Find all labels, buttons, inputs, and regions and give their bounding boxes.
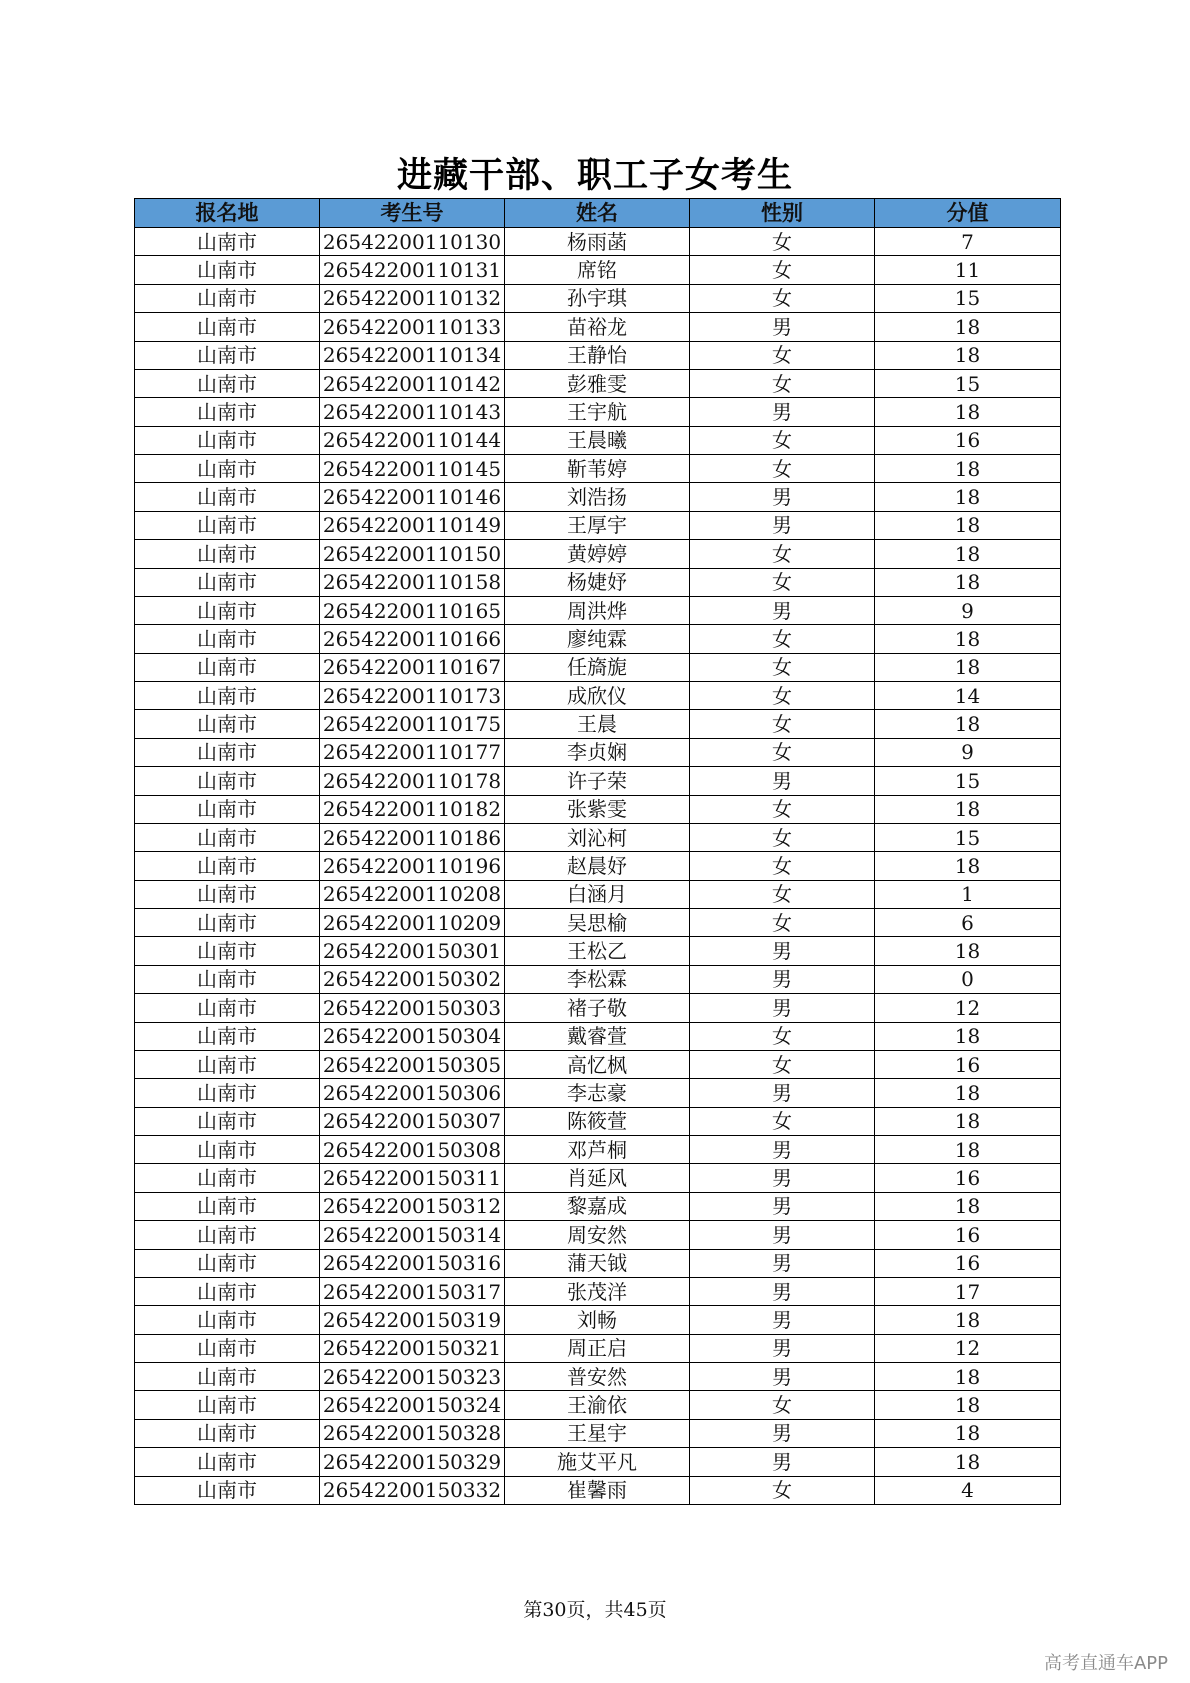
table-row bbox=[135, 909, 1061, 937]
cell-gender: 男 bbox=[690, 1136, 875, 1164]
cell-score: 16 bbox=[875, 1249, 1061, 1277]
cell-registration-place: 山南市 bbox=[135, 313, 320, 341]
candidates-table bbox=[134, 198, 1061, 1505]
table-row bbox=[135, 1050, 1061, 1078]
table-row bbox=[135, 568, 1061, 596]
table-row bbox=[135, 1419, 1061, 1447]
cell-candidate-number: 26542200110175 bbox=[320, 710, 505, 738]
cell-registration-place: 山南市 bbox=[135, 1391, 320, 1419]
cell-name: 陈筱萱 bbox=[505, 1107, 690, 1135]
cell-gender: 女 bbox=[690, 568, 875, 596]
cell-score: 18 bbox=[875, 568, 1061, 596]
cell-name: 王晨 bbox=[505, 710, 690, 738]
cell-candidate-number: 26542200110134 bbox=[320, 341, 505, 369]
cell-registration-place: 山南市 bbox=[135, 1022, 320, 1050]
cell-score: 18 bbox=[875, 795, 1061, 823]
cell-candidate-number: 26542200110167 bbox=[320, 653, 505, 681]
cell-gender: 女 bbox=[690, 256, 875, 284]
cell-score: 18 bbox=[875, 1079, 1061, 1107]
cell-candidate-number: 26542200110145 bbox=[320, 455, 505, 483]
cell-name: 刘沁柯 bbox=[505, 823, 690, 851]
cell-candidate-number: 26542200110132 bbox=[320, 284, 505, 312]
table-row bbox=[135, 710, 1061, 738]
table-row bbox=[135, 880, 1061, 908]
cell-registration-place: 山南市 bbox=[135, 341, 320, 369]
cell-registration-place: 山南市 bbox=[135, 1363, 320, 1391]
cell-name: 许子荣 bbox=[505, 767, 690, 795]
cell-candidate-number: 26542200150321 bbox=[320, 1334, 505, 1362]
table-row bbox=[135, 1079, 1061, 1107]
cell-name: 苗裕龙 bbox=[505, 313, 690, 341]
cell-candidate-number: 26542200110186 bbox=[320, 823, 505, 851]
cell-registration-place: 山南市 bbox=[135, 1306, 320, 1334]
table-row bbox=[135, 795, 1061, 823]
cell-registration-place: 山南市 bbox=[135, 795, 320, 823]
table-body bbox=[135, 228, 1061, 1505]
column-header-registration-place: 报名地 bbox=[135, 199, 320, 228]
column-header-score: 分值 bbox=[875, 199, 1061, 228]
cell-candidate-number: 26542200110178 bbox=[320, 767, 505, 795]
cell-gender: 男 bbox=[690, 483, 875, 511]
cell-score: 15 bbox=[875, 369, 1061, 397]
cell-score: 16 bbox=[875, 426, 1061, 454]
cell-gender: 女 bbox=[690, 1476, 875, 1504]
cell-score: 18 bbox=[875, 1306, 1061, 1334]
cell-score: 18 bbox=[875, 937, 1061, 965]
cell-registration-place: 山南市 bbox=[135, 1192, 320, 1220]
cell-registration-place: 山南市 bbox=[135, 483, 320, 511]
cell-registration-place: 山南市 bbox=[135, 1221, 320, 1249]
cell-candidate-number: 26542200150316 bbox=[320, 1249, 505, 1277]
cell-registration-place: 山南市 bbox=[135, 738, 320, 766]
cell-gender: 男 bbox=[690, 596, 875, 624]
cell-name: 褚子敬 bbox=[505, 994, 690, 1022]
table-row bbox=[135, 1448, 1061, 1476]
cell-registration-place: 山南市 bbox=[135, 852, 320, 880]
cell-candidate-number: 26542200110130 bbox=[320, 228, 505, 256]
cell-score: 18 bbox=[875, 1107, 1061, 1135]
cell-gender: 女 bbox=[690, 1022, 875, 1050]
table-row bbox=[135, 823, 1061, 851]
cell-score: 18 bbox=[875, 398, 1061, 426]
cell-gender: 女 bbox=[690, 653, 875, 681]
cell-name: 高忆枫 bbox=[505, 1050, 690, 1078]
table-row bbox=[135, 1164, 1061, 1192]
cell-name: 王松乙 bbox=[505, 937, 690, 965]
cell-registration-place: 山南市 bbox=[135, 256, 320, 284]
cell-registration-place: 山南市 bbox=[135, 1079, 320, 1107]
table-row bbox=[135, 1192, 1061, 1220]
cell-registration-place: 山南市 bbox=[135, 540, 320, 568]
table-row bbox=[135, 596, 1061, 624]
cell-gender: 女 bbox=[690, 1391, 875, 1419]
cell-candidate-number: 26542200110177 bbox=[320, 738, 505, 766]
cell-gender: 女 bbox=[690, 284, 875, 312]
column-header-name: 姓名 bbox=[505, 199, 690, 228]
table-row bbox=[135, 852, 1061, 880]
cell-name: 肖延风 bbox=[505, 1164, 690, 1192]
cell-score: 15 bbox=[875, 284, 1061, 312]
cell-score: 18 bbox=[875, 1192, 1061, 1220]
cell-registration-place: 山南市 bbox=[135, 1476, 320, 1504]
cell-name: 张紫雯 bbox=[505, 795, 690, 823]
table-row bbox=[135, 511, 1061, 539]
cell-name: 李松霖 bbox=[505, 965, 690, 993]
cell-candidate-number: 26542200110143 bbox=[320, 398, 505, 426]
cell-gender: 男 bbox=[690, 1277, 875, 1305]
cell-gender: 男 bbox=[690, 937, 875, 965]
cell-name: 靳苇婷 bbox=[505, 455, 690, 483]
cell-registration-place: 山南市 bbox=[135, 937, 320, 965]
table-row bbox=[135, 455, 1061, 483]
cell-registration-place: 山南市 bbox=[135, 596, 320, 624]
cell-name: 黄婷婷 bbox=[505, 540, 690, 568]
cell-score: 18 bbox=[875, 1136, 1061, 1164]
cell-score: 18 bbox=[875, 710, 1061, 738]
cell-score: 18 bbox=[875, 625, 1061, 653]
cell-name: 席铭 bbox=[505, 256, 690, 284]
cell-candidate-number: 26542200150329 bbox=[320, 1448, 505, 1476]
cell-name: 王宇航 bbox=[505, 398, 690, 426]
table-row bbox=[135, 738, 1061, 766]
table-row bbox=[135, 284, 1061, 312]
cell-registration-place: 山南市 bbox=[135, 1334, 320, 1362]
cell-registration-place: 山南市 bbox=[135, 1277, 320, 1305]
cell-score: 18 bbox=[875, 1363, 1061, 1391]
cell-gender: 男 bbox=[690, 1249, 875, 1277]
cell-score: 16 bbox=[875, 1164, 1061, 1192]
cell-registration-place: 山南市 bbox=[135, 1448, 320, 1476]
cell-score: 18 bbox=[875, 511, 1061, 539]
cell-registration-place: 山南市 bbox=[135, 1419, 320, 1447]
cell-name: 周正启 bbox=[505, 1334, 690, 1362]
column-header-gender: 性别 bbox=[690, 199, 875, 228]
cell-registration-place: 山南市 bbox=[135, 653, 320, 681]
table-row bbox=[135, 1476, 1061, 1504]
cell-name: 白涵月 bbox=[505, 880, 690, 908]
cell-gender: 男 bbox=[690, 398, 875, 426]
table-row bbox=[135, 1136, 1061, 1164]
table-row bbox=[135, 965, 1061, 993]
cell-score: 9 bbox=[875, 738, 1061, 766]
cell-name: 周洪烨 bbox=[505, 596, 690, 624]
cell-registration-place: 山南市 bbox=[135, 767, 320, 795]
cell-score: 18 bbox=[875, 341, 1061, 369]
table-row bbox=[135, 1022, 1061, 1050]
cell-registration-place: 山南市 bbox=[135, 284, 320, 312]
table-row bbox=[135, 341, 1061, 369]
cell-registration-place: 山南市 bbox=[135, 1107, 320, 1135]
cell-candidate-number: 26542200110144 bbox=[320, 426, 505, 454]
cell-gender: 男 bbox=[690, 511, 875, 539]
cell-score: 14 bbox=[875, 682, 1061, 710]
cell-score: 12 bbox=[875, 1334, 1061, 1362]
cell-name: 崔馨雨 bbox=[505, 1476, 690, 1504]
cell-registration-place: 山南市 bbox=[135, 455, 320, 483]
cell-score: 15 bbox=[875, 823, 1061, 851]
table-row bbox=[135, 1221, 1061, 1249]
cell-score: 18 bbox=[875, 653, 1061, 681]
cell-candidate-number: 26542200150304 bbox=[320, 1022, 505, 1050]
table-row bbox=[135, 682, 1061, 710]
cell-registration-place: 山南市 bbox=[135, 682, 320, 710]
table-row bbox=[135, 540, 1061, 568]
cell-name: 张茂洋 bbox=[505, 1277, 690, 1305]
table-row bbox=[135, 228, 1061, 256]
cell-registration-place: 山南市 bbox=[135, 823, 320, 851]
cell-candidate-number: 26542200110150 bbox=[320, 540, 505, 568]
cell-candidate-number: 26542200150311 bbox=[320, 1164, 505, 1192]
cell-score: 18 bbox=[875, 540, 1061, 568]
cell-candidate-number: 26542200110209 bbox=[320, 909, 505, 937]
cell-score: 1 bbox=[875, 880, 1061, 908]
cell-gender: 女 bbox=[690, 1107, 875, 1135]
cell-candidate-number: 26542200110173 bbox=[320, 682, 505, 710]
cell-score: 18 bbox=[875, 1391, 1061, 1419]
cell-score: 18 bbox=[875, 483, 1061, 511]
table-row bbox=[135, 1306, 1061, 1334]
cell-candidate-number: 26542200110196 bbox=[320, 852, 505, 880]
cell-candidate-number: 26542200150302 bbox=[320, 965, 505, 993]
cell-gender: 男 bbox=[690, 1192, 875, 1220]
cell-score: 11 bbox=[875, 256, 1061, 284]
cell-registration-place: 山南市 bbox=[135, 710, 320, 738]
table-row bbox=[135, 1277, 1061, 1305]
cell-name: 刘畅 bbox=[505, 1306, 690, 1334]
cell-candidate-number: 26542200150312 bbox=[320, 1192, 505, 1220]
cell-registration-place: 山南市 bbox=[135, 511, 320, 539]
cell-registration-place: 山南市 bbox=[135, 1249, 320, 1277]
table-row bbox=[135, 994, 1061, 1022]
cell-gender: 男 bbox=[690, 1221, 875, 1249]
cell-candidate-number: 26542200150328 bbox=[320, 1419, 505, 1447]
cell-candidate-number: 26542200150314 bbox=[320, 1221, 505, 1249]
cell-score: 9 bbox=[875, 596, 1061, 624]
cell-gender: 女 bbox=[690, 455, 875, 483]
cell-candidate-number: 26542200110149 bbox=[320, 511, 505, 539]
table-row bbox=[135, 625, 1061, 653]
cell-candidate-number: 26542200110166 bbox=[320, 625, 505, 653]
cell-candidate-number: 26542200110133 bbox=[320, 313, 505, 341]
cell-score: 17 bbox=[875, 1277, 1061, 1305]
cell-registration-place: 山南市 bbox=[135, 880, 320, 908]
page-number: 第30页，共45页 bbox=[523, 1599, 667, 1621]
cell-name: 施艾平凡 bbox=[505, 1448, 690, 1476]
cell-registration-place: 山南市 bbox=[135, 1050, 320, 1078]
cell-name: 王渝依 bbox=[505, 1391, 690, 1419]
table-row bbox=[135, 1363, 1061, 1391]
cell-score: 0 bbox=[875, 965, 1061, 993]
cell-score: 16 bbox=[875, 1221, 1061, 1249]
table-row bbox=[135, 369, 1061, 397]
cell-gender: 女 bbox=[690, 540, 875, 568]
cell-score: 16 bbox=[875, 1050, 1061, 1078]
cell-candidate-number: 26542200110165 bbox=[320, 596, 505, 624]
cell-candidate-number: 26542200150324 bbox=[320, 1391, 505, 1419]
table-row bbox=[135, 1391, 1061, 1419]
cell-gender: 男 bbox=[690, 1448, 875, 1476]
cell-gender: 女 bbox=[690, 852, 875, 880]
cell-candidate-number: 26542200110208 bbox=[320, 880, 505, 908]
cell-name: 黎嘉成 bbox=[505, 1192, 690, 1220]
cell-candidate-number: 26542200150323 bbox=[320, 1363, 505, 1391]
watermark: 高考直通车APP bbox=[1043, 1653, 1168, 1674]
cell-name: 李贞娴 bbox=[505, 738, 690, 766]
table-row bbox=[135, 937, 1061, 965]
cell-gender: 女 bbox=[690, 710, 875, 738]
cell-name: 戴睿萱 bbox=[505, 1022, 690, 1050]
cell-score: 18 bbox=[875, 852, 1061, 880]
cell-candidate-number: 26542200150317 bbox=[320, 1277, 505, 1305]
table-row bbox=[135, 256, 1061, 284]
cell-gender: 男 bbox=[690, 767, 875, 795]
table-row bbox=[135, 767, 1061, 795]
cell-name: 王静怡 bbox=[505, 341, 690, 369]
cell-gender: 女 bbox=[690, 795, 875, 823]
cell-registration-place: 山南市 bbox=[135, 909, 320, 937]
cell-score: 18 bbox=[875, 455, 1061, 483]
cell-candidate-number: 26542200150306 bbox=[320, 1079, 505, 1107]
cell-gender: 男 bbox=[690, 965, 875, 993]
cell-registration-place: 山南市 bbox=[135, 994, 320, 1022]
table-header bbox=[135, 199, 1061, 228]
cell-candidate-number: 26542200150319 bbox=[320, 1306, 505, 1334]
cell-score: 15 bbox=[875, 767, 1061, 795]
cell-candidate-number: 26542200150332 bbox=[320, 1476, 505, 1504]
cell-score: 18 bbox=[875, 1022, 1061, 1050]
table-row bbox=[135, 483, 1061, 511]
cell-registration-place: 山南市 bbox=[135, 625, 320, 653]
cell-name: 孙宇琪 bbox=[505, 284, 690, 312]
cell-registration-place: 山南市 bbox=[135, 369, 320, 397]
cell-gender: 女 bbox=[690, 1050, 875, 1078]
cell-score: 4 bbox=[875, 1476, 1061, 1504]
table-row bbox=[135, 398, 1061, 426]
cell-registration-place: 山南市 bbox=[135, 228, 320, 256]
cell-candidate-number: 26542200150308 bbox=[320, 1136, 505, 1164]
cell-gender: 女 bbox=[690, 909, 875, 937]
page-title: 进藏干部、职工子女考生 bbox=[396, 156, 793, 196]
cell-score: 7 bbox=[875, 228, 1061, 256]
cell-candidate-number: 26542200150307 bbox=[320, 1107, 505, 1135]
cell-score: 18 bbox=[875, 313, 1061, 341]
cell-score: 12 bbox=[875, 994, 1061, 1022]
cell-candidate-number: 26542200150305 bbox=[320, 1050, 505, 1078]
table-row bbox=[135, 1249, 1061, 1277]
cell-name: 成欣仪 bbox=[505, 682, 690, 710]
cell-name: 王星宇 bbox=[505, 1419, 690, 1447]
cell-candidate-number: 26542200110131 bbox=[320, 256, 505, 284]
cell-score: 18 bbox=[875, 1419, 1061, 1447]
cell-gender: 女 bbox=[690, 228, 875, 256]
cell-name: 周安然 bbox=[505, 1221, 690, 1249]
cell-name: 刘浩扬 bbox=[505, 483, 690, 511]
cell-score: 6 bbox=[875, 909, 1061, 937]
cell-gender: 女 bbox=[690, 682, 875, 710]
cell-gender: 女 bbox=[690, 880, 875, 908]
cell-candidate-number: 26542200150303 bbox=[320, 994, 505, 1022]
cell-registration-place: 山南市 bbox=[135, 398, 320, 426]
cell-gender: 男 bbox=[690, 1164, 875, 1192]
cell-registration-place: 山南市 bbox=[135, 1164, 320, 1192]
cell-candidate-number: 26542200110158 bbox=[320, 568, 505, 596]
cell-gender: 女 bbox=[690, 738, 875, 766]
cell-candidate-number: 26542200150301 bbox=[320, 937, 505, 965]
cell-name: 邓芦桐 bbox=[505, 1136, 690, 1164]
table-row bbox=[135, 1107, 1061, 1135]
cell-gender: 女 bbox=[690, 823, 875, 851]
cell-registration-place: 山南市 bbox=[135, 568, 320, 596]
cell-name: 杨雨菡 bbox=[505, 228, 690, 256]
cell-gender: 女 bbox=[690, 369, 875, 397]
cell-gender: 男 bbox=[690, 994, 875, 1022]
cell-registration-place: 山南市 bbox=[135, 1136, 320, 1164]
cell-gender: 男 bbox=[690, 313, 875, 341]
cell-name: 任旖旎 bbox=[505, 653, 690, 681]
cell-gender: 女 bbox=[690, 341, 875, 369]
column-header-candidate-number: 考生号 bbox=[320, 199, 505, 228]
cell-gender: 女 bbox=[690, 625, 875, 653]
cell-candidate-number: 26542200110142 bbox=[320, 369, 505, 397]
cell-name: 吴思榆 bbox=[505, 909, 690, 937]
cell-gender: 男 bbox=[690, 1419, 875, 1447]
cell-gender: 女 bbox=[690, 426, 875, 454]
table-row bbox=[135, 653, 1061, 681]
cell-name: 王晨曦 bbox=[505, 426, 690, 454]
cell-candidate-number: 26542200110146 bbox=[320, 483, 505, 511]
table-row bbox=[135, 426, 1061, 454]
cell-gender: 男 bbox=[690, 1334, 875, 1362]
cell-name: 廖纯霖 bbox=[505, 625, 690, 653]
cell-name: 王厚宇 bbox=[505, 511, 690, 539]
cell-score: 18 bbox=[875, 1448, 1061, 1476]
cell-gender: 男 bbox=[690, 1306, 875, 1334]
cell-name: 赵晨妤 bbox=[505, 852, 690, 880]
cell-name: 普安然 bbox=[505, 1363, 690, 1391]
cell-name: 蒲天钺 bbox=[505, 1249, 690, 1277]
cell-name: 杨婕妤 bbox=[505, 568, 690, 596]
cell-name: 李志豪 bbox=[505, 1079, 690, 1107]
cell-registration-place: 山南市 bbox=[135, 965, 320, 993]
table-row bbox=[135, 313, 1061, 341]
cell-gender: 男 bbox=[690, 1363, 875, 1391]
table-row bbox=[135, 1334, 1061, 1362]
cell-candidate-number: 26542200110182 bbox=[320, 795, 505, 823]
cell-name: 彭雅雯 bbox=[505, 369, 690, 397]
cell-registration-place: 山南市 bbox=[135, 426, 320, 454]
cell-gender: 男 bbox=[690, 1079, 875, 1107]
